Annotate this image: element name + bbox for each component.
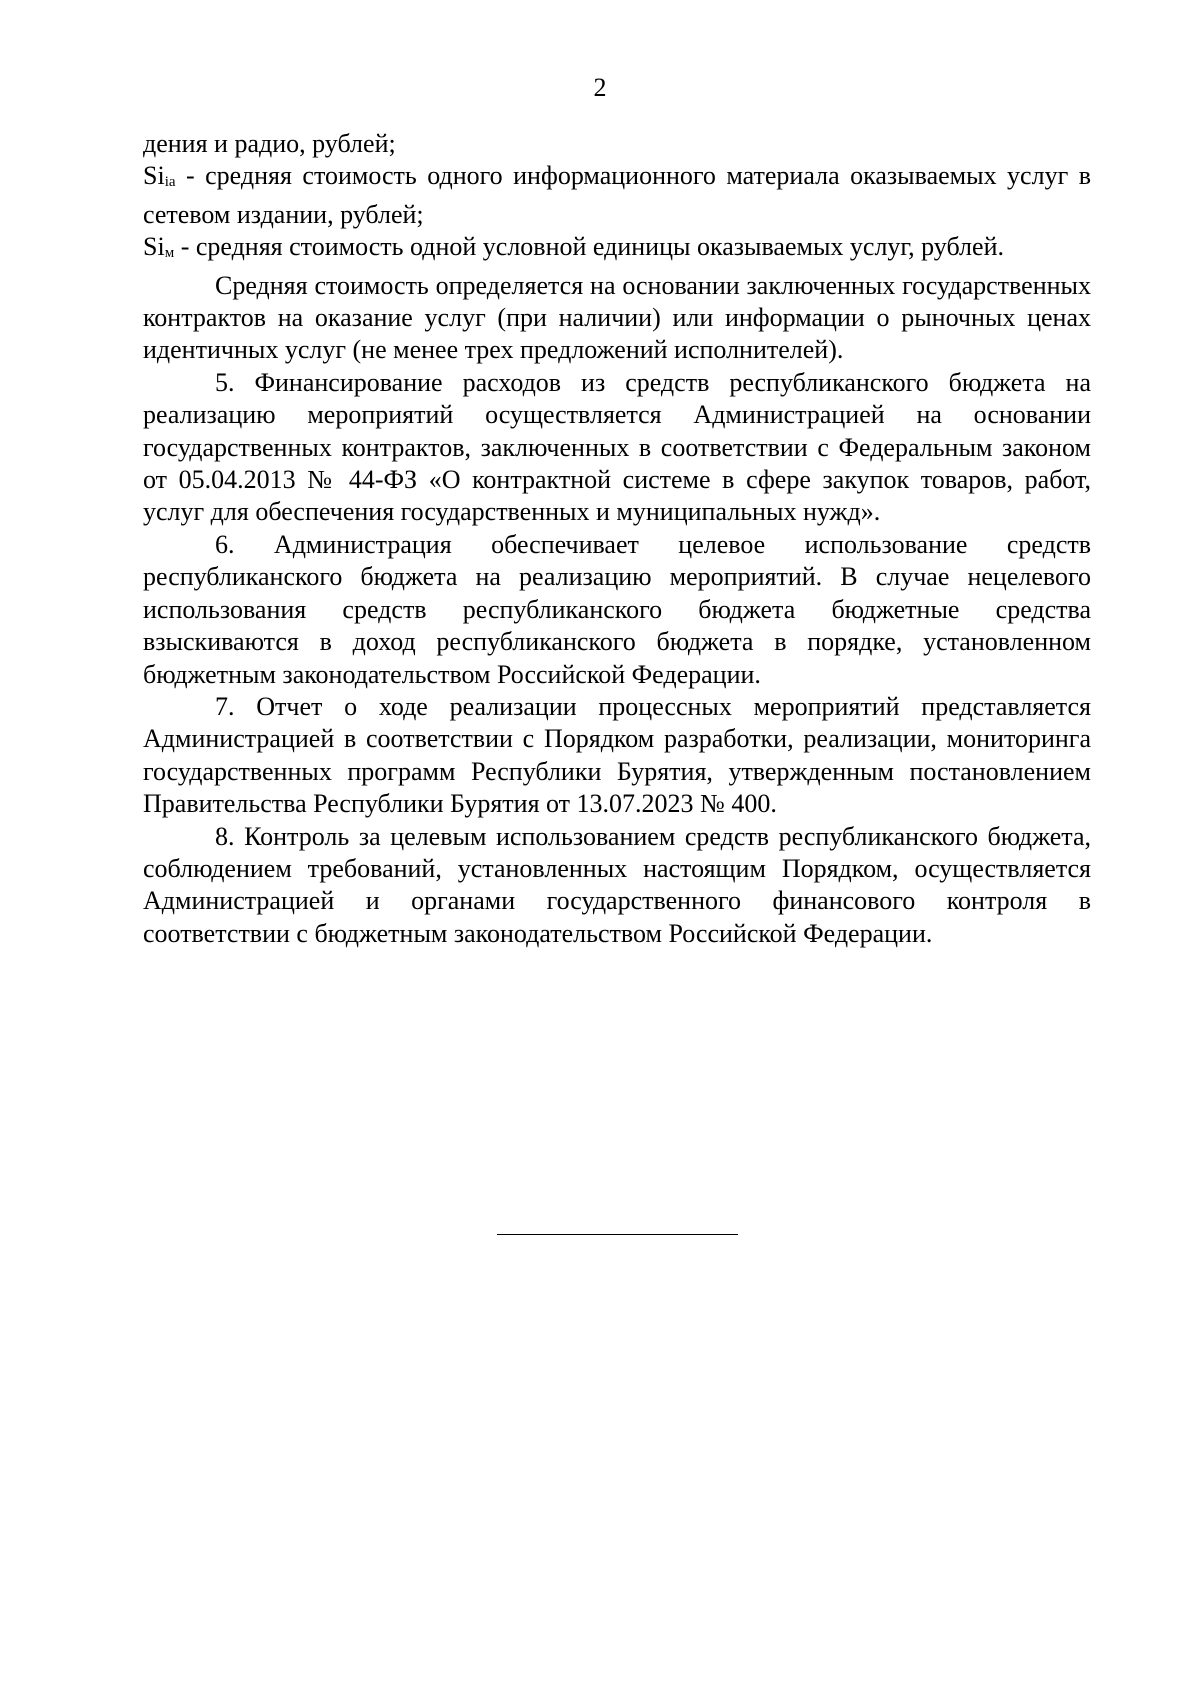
paragraph-average-cost: Средняя стоимость определяется на основании заключенных государственных контрактов на оказание услуг (при наличии) или информации о рыночных ценах идентичных услуг (не менее трех предложений исполнителей). bbox=[143, 270, 1091, 365]
paragraph-6-targeted-use: 6. Администрация обеспечивает целевое использование средств республиканского бюджета на реализацию мероприятий. В случае нецелевого использования средств республиканского бюджета бюджетные средства взыскиваются в доход республиканского бюджета в порядке, установленном бюджетным законодательством Российской Федерации. bbox=[143, 529, 1091, 689]
paragraph-5-financing: 5. Финансирование расходов из средств республиканского бюджета на реализацию мероприятий осуществляется Администрацией на основании государственных контрактов, заключенных в соответствии с Федеральным законом от 05.04.2013 № 44-ФЗ «О контрактной системе в сфере закупок товаров, работ, услуг для обеспечения государственных и муниципальных нужд». bbox=[143, 367, 1091, 527]
page-number: 2 bbox=[593, 73, 607, 102]
definition-symbol: Si bbox=[143, 232, 165, 262]
definition-symbol: Si bbox=[143, 161, 165, 191]
end-divider-line bbox=[497, 1234, 738, 1235]
definition-line bbox=[143, 128, 1091, 160]
paragraph-7-report: 7. Отчет о ходе реализации процессных мероприятий представляется Администрацией в соответствии с Порядком разработки, реализации, мониторинга государственных программ Республики Бурятия, утвержденным постановлением Правительства Республики Бурятия от 13.07.2023 № 400. bbox=[143, 691, 1091, 819]
definition-subscript: ia bbox=[164, 174, 176, 191]
definition-text: дения и радио, рублей; bbox=[143, 129, 396, 158]
definition-text: - средняя стоимость одной условной единицы оказываемых услуг, рублей. bbox=[174, 232, 1004, 262]
definition-text: - средняя стоимость одного информационного материала оказываемых услуг в сетевом издании, рублей; bbox=[143, 161, 1091, 229]
definition-line bbox=[143, 231, 1091, 269]
paragraph-8-control: 8. Контроль за целевым использованием средств республиканского бюджета, соблюдением требований, установленных настоящим Порядком, осуществляется Администрацией и органами государственного финансового контроля в соответствии с бюджетным законодательством Российской Федерации. bbox=[143, 821, 1091, 948]
definition-line bbox=[143, 160, 1091, 231]
definition-subscript: м bbox=[164, 245, 175, 262]
document-body bbox=[143, 128, 1091, 950]
